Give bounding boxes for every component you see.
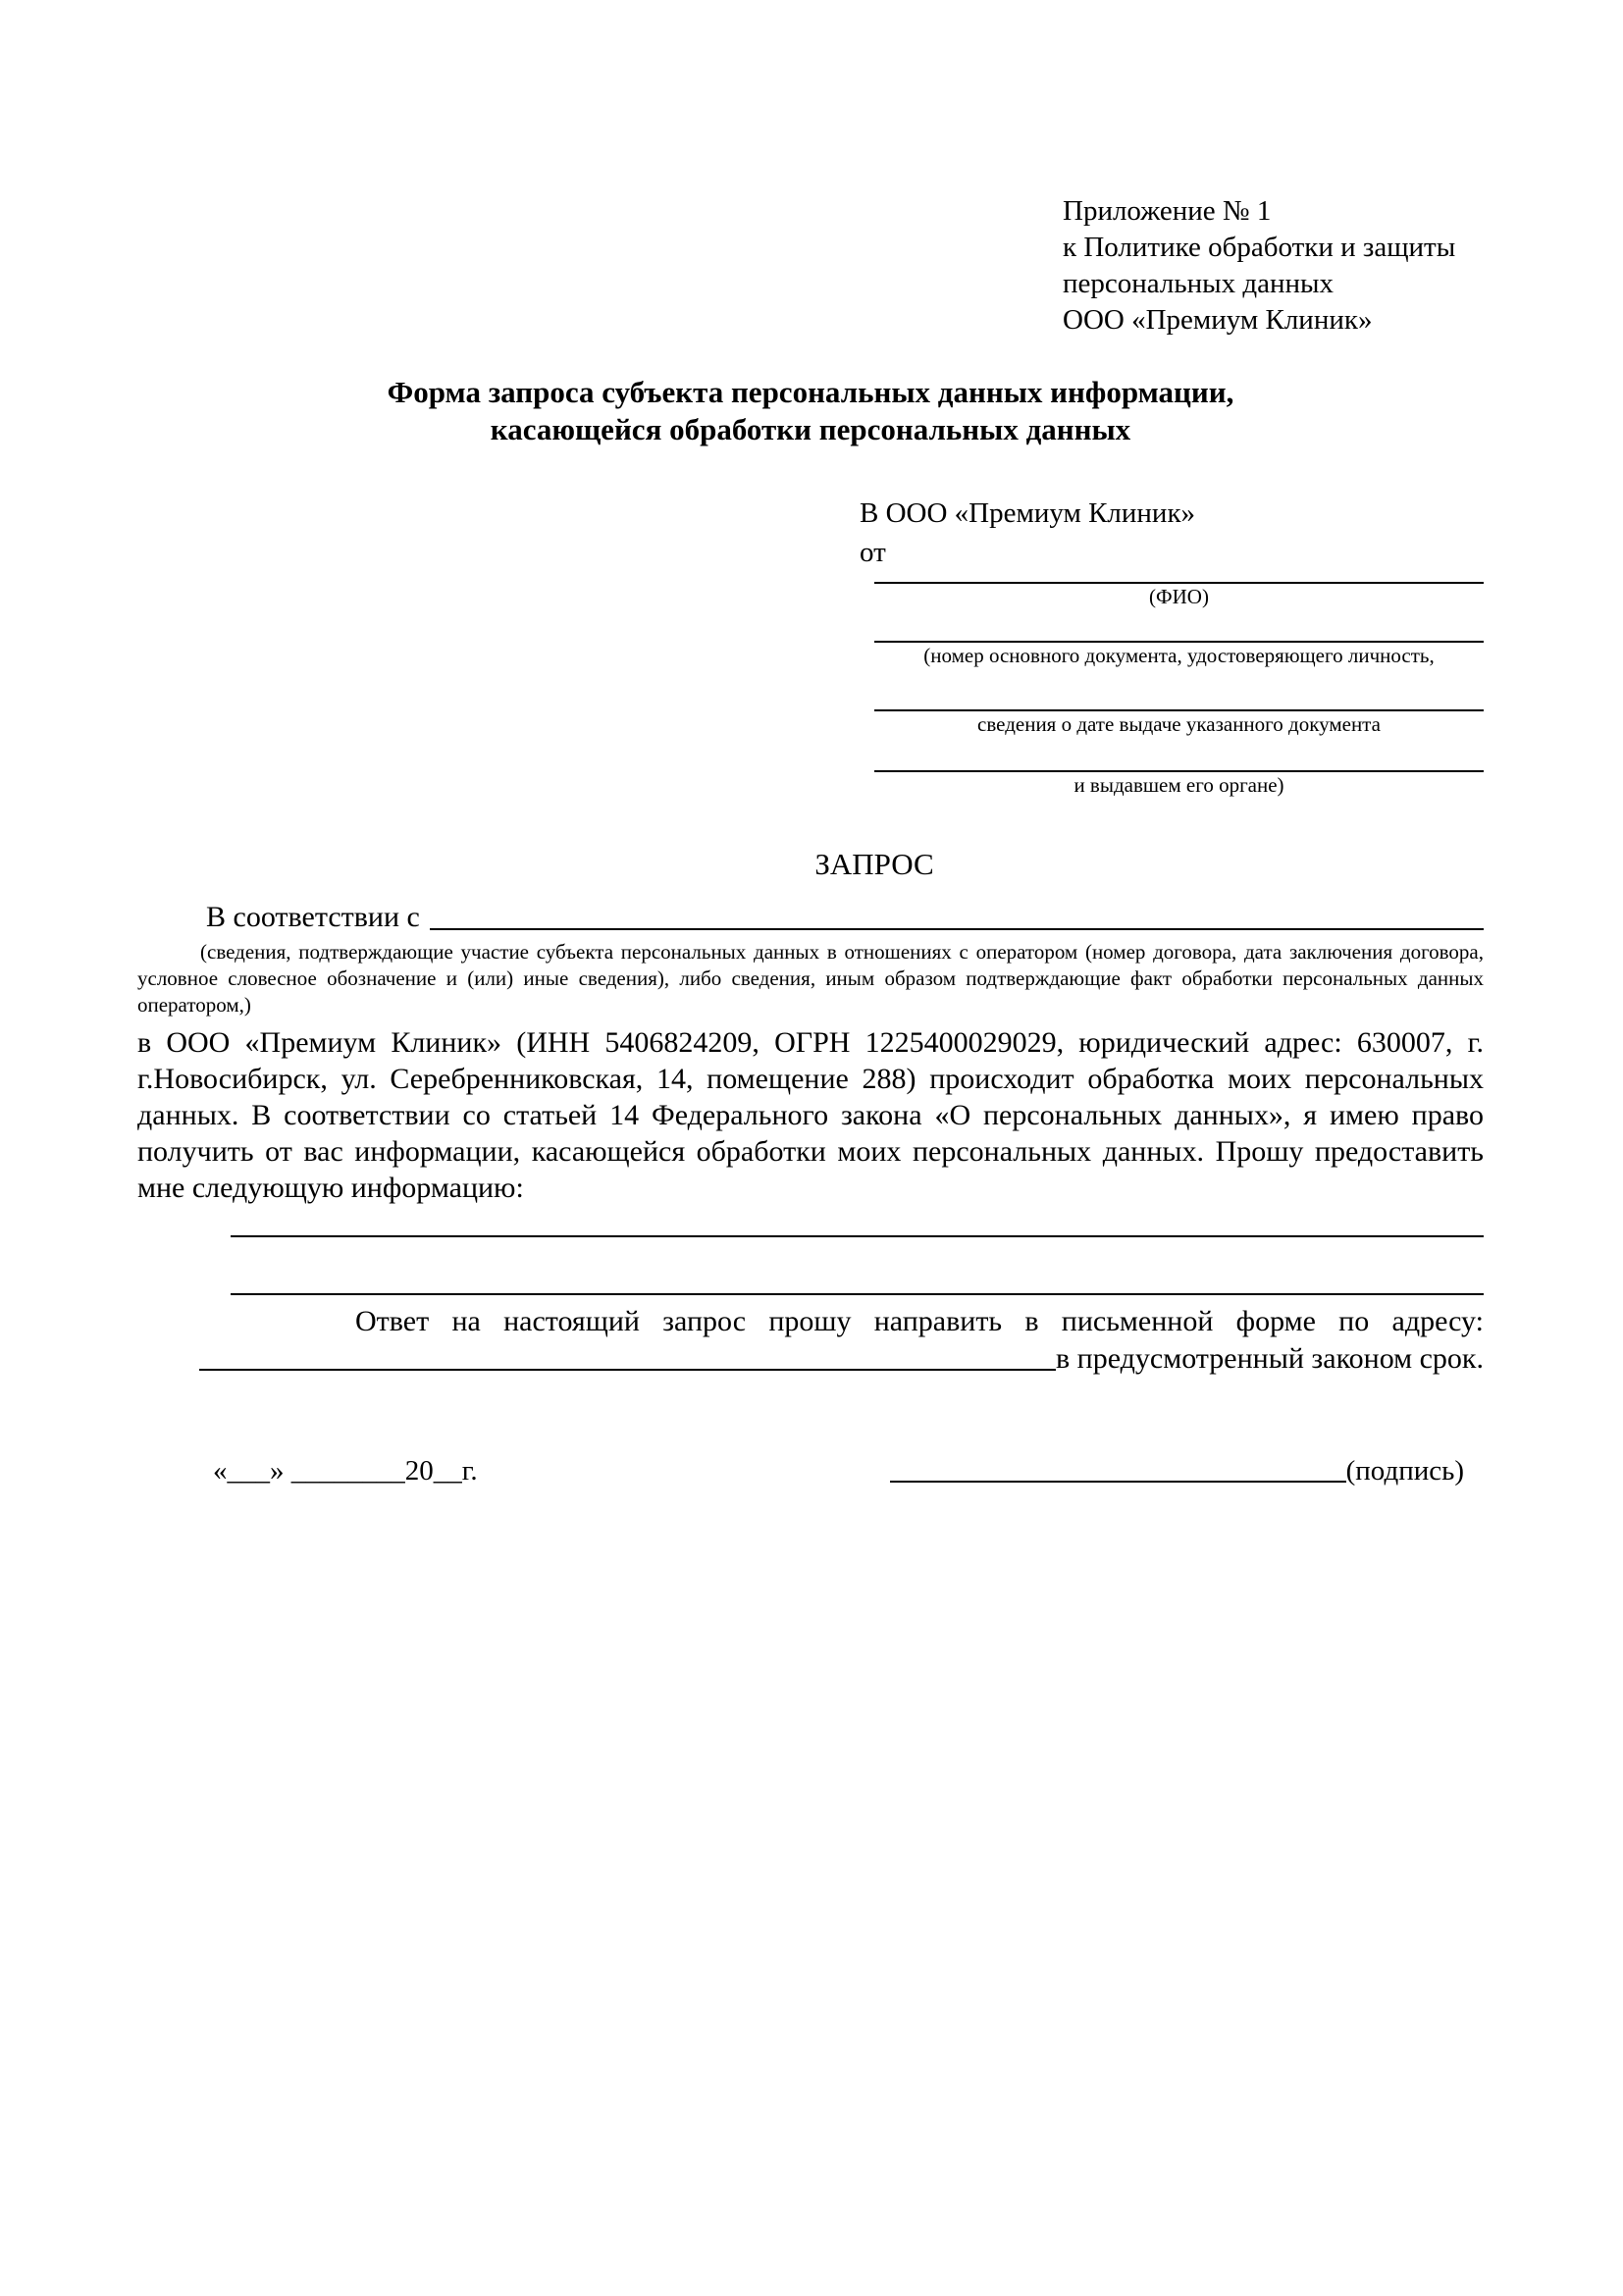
- signature-row: [137, 1452, 1484, 1489]
- id-document-date-field: [860, 668, 1484, 737]
- request-intro-row: [137, 898, 1484, 937]
- page-title-line-2: касающейся обработки персональных данных: [490, 412, 1131, 446]
- addressee-block: [860, 494, 1484, 798]
- signature-part: [890, 1452, 1464, 1489]
- page-title: [137, 374, 1484, 448]
- fio-fill-line: [874, 572, 1484, 584]
- id-document-number-field: [860, 609, 1484, 668]
- fio-caption: (ФИО): [1149, 585, 1209, 608]
- request-intro-footnote: (сведения, подтверждающие участие субъекта персональных данных в отношениях с оператором (номер договора, дата заключения договора, условное словесное обозначение и (или) иные сведения), либо сведения, иным образом подтверждающие факт обработки персональных данных оператором,): [137, 940, 1484, 1017]
- document-content: [0, 193, 1623, 1489]
- id-document-date-caption: сведения о дате выдаче указанного документа: [977, 712, 1381, 736]
- reply-suffix-text: в предусмотренный законом срок.: [1056, 1342, 1484, 1375]
- id-document-issuer-fill-line: [874, 737, 1484, 772]
- id-document-number-fill-line: [874, 609, 1484, 643]
- id-document-date-fill-line: [874, 668, 1484, 711]
- annex-line-policy: к Политике обработки и защиты: [1063, 232, 1456, 263]
- annex-reference-block: [1063, 193, 1484, 339]
- reply-address-row: [199, 1340, 1484, 1378]
- page-title-line-1: Форма запроса субъекта персональных данных информации,: [387, 375, 1234, 409]
- reply-address-fill-line: [199, 1340, 1056, 1371]
- date-placeholder: «___» ________20__г.: [213, 1455, 478, 1487]
- addressee-to: В ООО «Премиум Клиник»: [860, 497, 1196, 529]
- signature-fill-line: [890, 1481, 1346, 1483]
- request-body-paragraph: в ООО «Премиум Клиник» (ИНН 5406824209, ОГРН 1225400029029, юридический адрес: 630007, г. г.Новосибирск, ул. Серебренниковская, 14, помещение 288) происходит обработка моих персональных данных. В соответствии со статьей 14 Федерального закона «О персональных данных», я имею право получить от вас информации, касающейся обработки моих персональных данных. Прошу предоставить мне следующую информацию:: [137, 1026, 1484, 1204]
- annex-line-company: ООО «Премиум Клиник»: [1063, 304, 1373, 336]
- reply-request-sentence: Ответ на настоящий запрос прошу направить в письменной форме по адресу:: [355, 1305, 1484, 1337]
- annex-line-number: Приложение № 1: [1063, 195, 1272, 227]
- id-document-issuer-caption: и выдавшем его органе): [1073, 773, 1284, 797]
- addressee-from-label: от: [860, 537, 886, 568]
- request-intro-fill-line: [430, 898, 1484, 930]
- fio-field: [860, 572, 1484, 609]
- requested-info-fill-line-1: [231, 1235, 1484, 1237]
- annex-line-personal-data: персональных данных: [1063, 268, 1335, 299]
- id-document-issuer-field: [860, 737, 1484, 798]
- id-document-number-caption: (номер основного документа, удостоверяющего личность,: [923, 644, 1435, 667]
- signature-caption: (подпись): [1345, 1455, 1464, 1487]
- request-intro-prefix: В соответствии с: [206, 901, 420, 933]
- requested-info-fill-line-2: [231, 1293, 1484, 1295]
- request-heading: ЗАПРОС: [814, 847, 934, 881]
